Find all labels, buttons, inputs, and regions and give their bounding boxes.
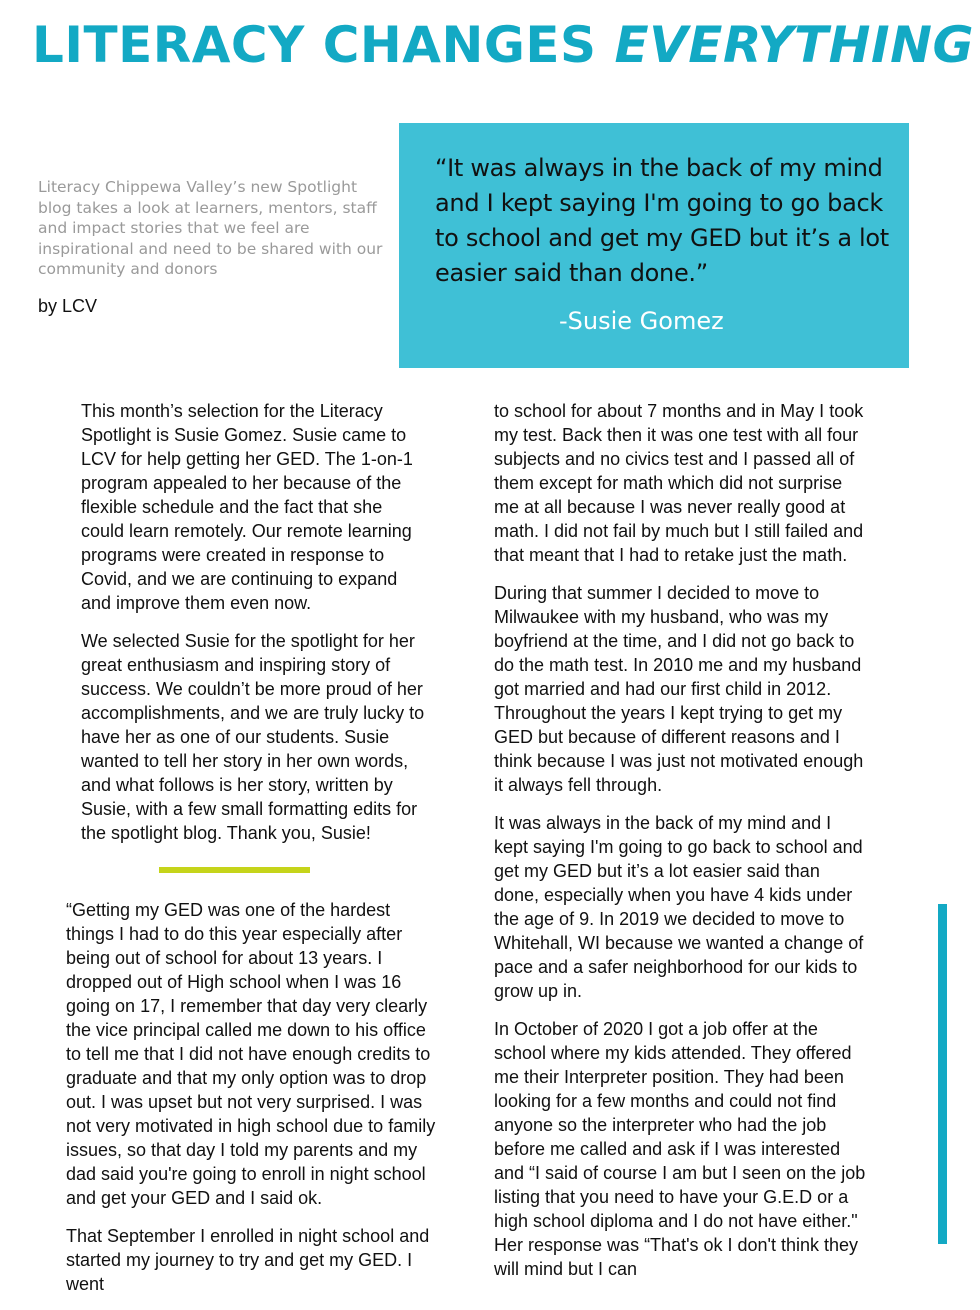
title-emphasis: EVERYTHING: [614, 16, 975, 74]
article-paragraph: to school for about 7 months and in May I took my test. Back then it was one test with all four subjects and no civics test and I passed all of them except for math which did not surprise me at all because I was never really good at math. I did not fail by much but I still failed and that meant that I had to retake just the math.: [494, 401, 864, 565]
pullquote-text: “It was always in the back of my mind and I kept saying I'm going to go back to school and get my GED but it’s a lot easier said than done.”: [435, 154, 889, 287]
article-paragraph: During that summer I decided to move to Milwaukee with my husband, who was my boyfriend at the time, and I did not go back to do the math test. In 2010 me and my husband got married and had our first child in 2012. Throughout the years I kept trying to get my GED but because of different reasons and I think because I was just not motivated enough it always fell through.: [494, 583, 864, 795]
pullquote-author: -Susie Gomez: [559, 307, 724, 335]
page-title: [32, 14, 974, 76]
article-paragraph: “Getting my GED was one of the hardest things I had to do this year especially after being out of school for about 13 years. I dropped out of High school when I was 16 going on 17, I remember that day very clearly the vice principal called me down to his office to tell me that I did not have enough credits to graduate and that my only option was to drop out. I was upset but not very surprised. I was not very motivated in high school due to family issues, so that day I told my parents and my dad said you're going to enroll in night school and get your GED and I said ok.: [66, 900, 436, 1208]
article-paragraph: That September I enrolled in night school and started my journey to try and get my GED. I went: [66, 1226, 430, 1294]
title-main: LITERACY CHANGES: [32, 16, 615, 74]
article-column-left-bottom: [66, 898, 441, 1310]
decorative-side-bar: [938, 904, 947, 1244]
section-divider: [159, 867, 310, 873]
article-column-left-top: [81, 399, 426, 859]
article-paragraph: This month’s selection for the Literacy Spotlight is Susie Gomez. Susie came to LCV for help getting her GED. The 1-on-1 program appealed to her because of the flexible schedule and the fact that she could learn remotely. Our remote learning programs were created in response to Covid, and we are continuing to expand and improve them even now.: [81, 401, 413, 613]
byline: by LCV: [38, 296, 98, 316]
article-column-right: [494, 399, 869, 1295]
pullquote-box: [399, 123, 909, 368]
article-paragraph: We selected Susie for the spotlight for her great enthusiasm and inspiring story of success. We couldn’t be more proud of her accomplishments, and we are truly lucky to have her as one of our students. Susie wanted to tell her story in her own words, and what follows is her story, written by Susie, with a few small formatting edits for the spotlight blog. Thank you, Susie!: [81, 631, 425, 843]
article-paragraph: In October of 2020 I got a job offer at the school where my kids attended. They offered me their Interpreter position. They had been looking for a few months and could not find anyone so the interpreter who had the job before me called and ask if I was interested and “I said of course I am but I seen on the job listing that you need to have your G.E.D or a high school diploma and I do not have either." Her response was “That's ok I don't think they will mind but I can: [494, 1019, 866, 1279]
article-paragraph: It was always in the back of my mind and I kept saying I'm going to go back to school and get my GED but it’s a lot easier said than done, especially when you have 4 kids under the age of 9. In 2019 we decided to move to Whitehall, WI because we wanted a change of pace and a safer neighborhood for our kids to grow up in.: [494, 813, 864, 1001]
intro-blurb: Literacy Chippewa Valley’s new Spotlight blog takes a look at learners, mentors, staff and impact stories that we feel are inspirational and need to be shared with our community and donors: [38, 178, 383, 278]
